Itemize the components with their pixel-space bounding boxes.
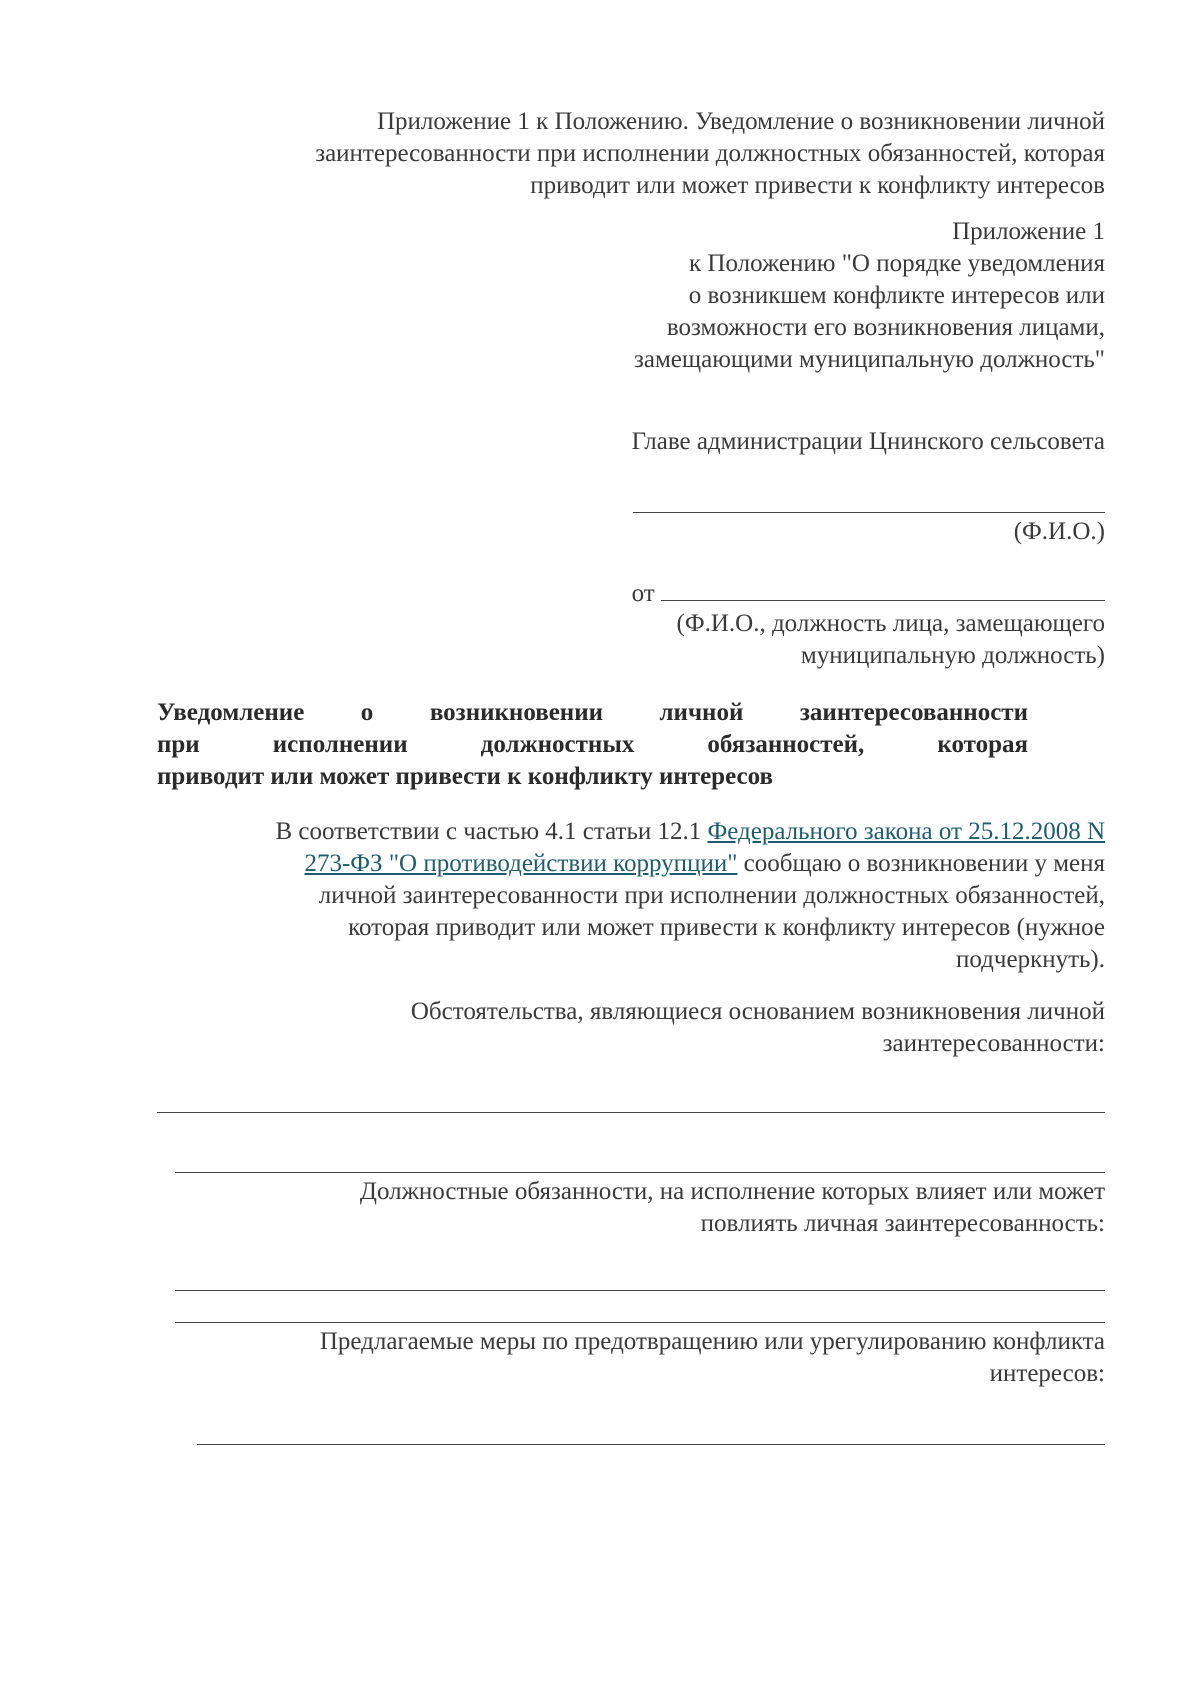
body-paragraph [275, 816, 1105, 976]
addressee: Главе администрации Цнинского сельсовета [631, 428, 1105, 455]
from-row [632, 576, 1105, 610]
from-label: от [631, 580, 655, 607]
title-line: приводит или может привести к конфликту интересов [157, 763, 773, 790]
measures-line: интересов: [989, 1360, 1105, 1387]
body-lead: В соответствии с частью 4.1 статьи 12.1 [275, 818, 708, 845]
from-caption [677, 608, 1105, 672]
body-line [275, 816, 1105, 848]
measures-heading [320, 1326, 1105, 1390]
circumstances-line: заинтересованности: [882, 1030, 1105, 1057]
measures-blank-line[interactable] [197, 1444, 1105, 1445]
header-line: приводит или может привести к конфликту интересов [530, 172, 1105, 199]
header-line: Приложение 1 к Положению. Уведомление о возникновении личной [376, 108, 1105, 135]
circumstances-line: Обстоятельства, являющиеся основанием возникновения личной [410, 998, 1105, 1025]
fio-caption: (Ф.И.О.) [1013, 518, 1105, 545]
body-after-link: сообщаю о возникновении у меня [737, 850, 1105, 877]
federal-law-link-cont[interactable]: 273-ФЗ "О противодействии коррупции" [304, 850, 738, 877]
header-caption [315, 106, 1105, 202]
fio-blank-line[interactable] [633, 512, 1105, 513]
duties-heading [360, 1176, 1105, 1240]
appendix-line: замещающими муниципальную должность" [634, 346, 1105, 373]
from-caption-line: муниципальную должность) [800, 642, 1105, 669]
appendix-line: к Положению "О порядке уведомления [689, 250, 1105, 277]
circumstances-blank-line-2[interactable] [175, 1172, 1105, 1173]
circumstances-blank-line-1[interactable] [157, 1112, 1105, 1113]
body-line: личной заинтересованности при исполнении должностных обязанностей, [318, 882, 1105, 909]
duties-blank-line-1[interactable] [175, 1290, 1105, 1291]
measures-line: Предлагаемые меры по предотвращению или урегулированию конфликта [319, 1328, 1105, 1355]
appendix-line: Приложение 1 [952, 218, 1105, 245]
body-line [275, 848, 1105, 880]
appendix-line: о возникшем конфликте интересов или [688, 282, 1105, 309]
from-caption-line: (Ф.И.О., должность лица, замещающего [676, 610, 1105, 637]
header-line: заинтересованности при исполнении должностных обязанностей, которая [315, 140, 1105, 167]
appendix-reference [634, 216, 1105, 376]
federal-law-link[interactable]: Федерального закона от 25.12.2008 N [707, 818, 1105, 845]
body-line: которая приводит или может привести к конфликту интересов (нужное [348, 914, 1105, 941]
appendix-line: возможности его возникновения лицами, [666, 314, 1105, 341]
circumstances-heading [411, 996, 1105, 1060]
body-line: подчеркнуть). [956, 946, 1105, 973]
title-line: при исполнении должностных обязанностей, которая [157, 731, 1028, 758]
duties-line: Должностные обязанности, на исполнение которых влияет или может [359, 1178, 1105, 1205]
duties-line: повлиять личная заинтересованность: [700, 1210, 1105, 1237]
title-line: Уведомление о возникновении личной заинтересованности [157, 699, 1028, 726]
duties-blank-line-2[interactable] [175, 1322, 1105, 1323]
from-blank-line[interactable] [661, 576, 1105, 601]
notice-title [157, 697, 1028, 793]
